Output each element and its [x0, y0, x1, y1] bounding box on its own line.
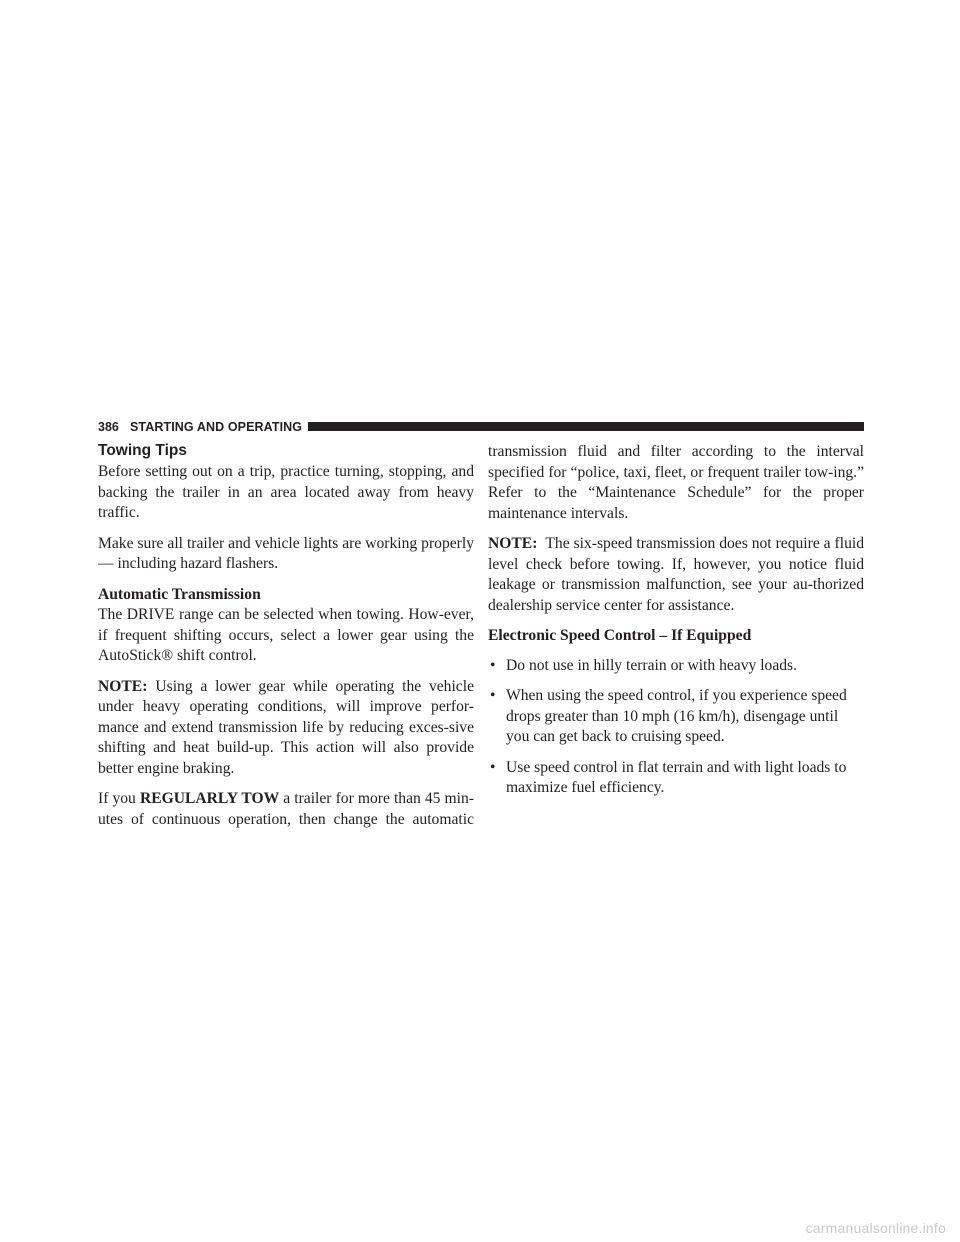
note-label: NOTE: [98, 677, 148, 695]
list-item [490, 686, 864, 748]
bullet-icon: • [490, 758, 496, 776]
bullet-icon: • [490, 656, 496, 674]
regularly-tow-emphasis: REGULARLY TOW [139, 790, 280, 807]
right-column [488, 442, 864, 809]
watermark: carmanualsonline.info [805, 1220, 946, 1236]
page-header [98, 420, 864, 434]
speed-control-heading: Electronic Speed Control – If Equipped [488, 627, 752, 644]
bullet-text: When using the speed control, if you experience speed drops greater than 10 mph (16 km/h), disengage until you can get back to cruising speed. [506, 687, 847, 745]
note-label: NOTE: [488, 535, 538, 552]
lights-paragraph: Make sure all trailer and vehicle lights are working properly — including hazard flashers. [98, 534, 474, 572]
bullet-text: Use speed control in flat terrain and with light loads to maximize fuel efficiency. [506, 758, 847, 796]
bullet-icon: • [490, 687, 496, 704]
towing-tips-heading: Towing Tips [98, 442, 187, 459]
header-rule [308, 422, 864, 431]
regularly-tow-prefix: If you [98, 790, 136, 807]
drive-range-paragraph: The DRIVE range can be selected when towing. How-ever, if frequent shifting occurs, select a lower gear using the AutoStick® shift control. [98, 606, 474, 664]
note-text: The six-speed transmission does not require a fluid level check before towing. If, however, you notice fluid leakage or transmission malfunction, see your au-thorized dealership service center for assistance. [488, 535, 864, 614]
six-speed-note [488, 534, 864, 616]
list-item [490, 758, 864, 799]
note-text: Using a lower gear while operating the vehicle under heavy operating conditions, will improve perfor-mance and extend transmission life by reducing exces-sive shifting and heat build-up. This action will also provide better engine braking. [98, 677, 474, 777]
list-item [490, 656, 864, 677]
regularly-tow-paragraph [98, 789, 474, 830]
lower-gear-note [98, 677, 474, 780]
page-number: 386 [98, 420, 119, 434]
regularly-tow-rest: a trailer for more than 45 min-utes of continuous operation, then change the automatic [98, 790, 474, 828]
bullet-text: Do not use in hilly terrain or with heavy loads. [506, 656, 798, 674]
section-title: STARTING AND OPERATING [130, 420, 303, 434]
trip-practice-paragraph: Before setting out on a trip, practice turning, stopping, and backing the trailer in an area located away from heavy traffic. [98, 463, 474, 521]
left-column [98, 442, 474, 840]
fluid-filter-paragraph: transmission fluid and filter according to the interval specified for “police, taxi, fleet, or frequent trailer tow-ing.” Refer to the “Maintenance Schedule” for the proper maintenance intervals. [488, 443, 864, 522]
automatic-transmission-heading: Automatic Transmission [98, 585, 261, 603]
